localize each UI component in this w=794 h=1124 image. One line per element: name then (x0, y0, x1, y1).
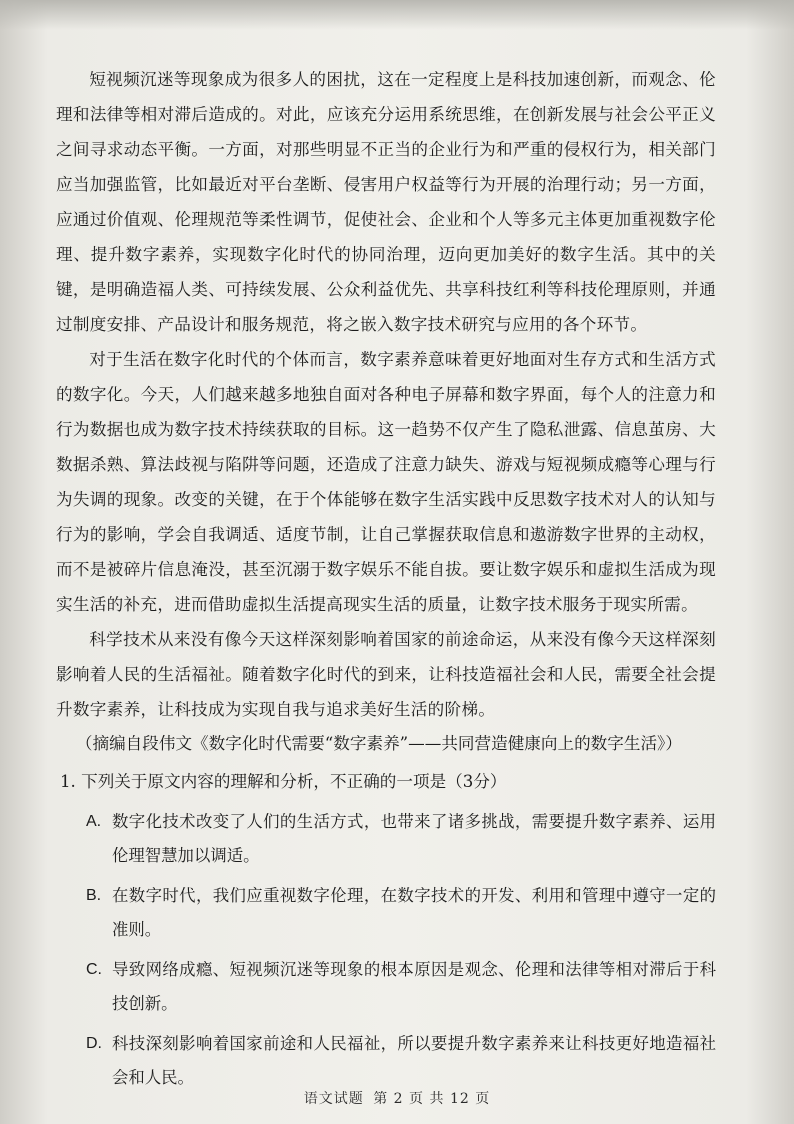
footer-page-number: 第 2 页 共 12 页 (373, 1091, 491, 1107)
page-footer (0, 1088, 794, 1108)
option-d (56, 1027, 716, 1095)
option-letter: A. (86, 813, 102, 830)
page-content (56, 62, 716, 1095)
option-c (56, 953, 716, 1021)
paragraph-2: 对于生活在数字化时代的个体而言，数字素养意味着更好地面对生存方式和生活方式的数字化。今天，人们越来越多地独自面对各种电子屏幕和数字界面，每个人的注意力和行为数据也成为数字技术持续获取的目标。这一趋势不仅产生了隐私泄露、信息茧房、大数据杀熟、算法歧视与陷阱等问题，还造成了注意力缺失、游戏与短视频成瘾等心理与行为失调的现象。改变的关键，在于个体能够在数字生活实践中反思数字技术对人的认知与行为的影响，学会自我调适、适度节制，让自己掌握获取信息和遨游数字世界的主动权，而不是被碎片信息淹没，甚至沉溺于数字娱乐不能自拔。要让数字娱乐和虚拟生活成为现实生活的补充，进而借助虚拟生活提高现实生活的质量，让数字技术服务于现实所需。 (56, 350, 716, 614)
option-text: 数字化技术改变了人们的生活方式，也带来了诸多挑战，需要提升数字素养、运用伦理智慧加以调适。 (112, 813, 716, 865)
option-letter: B. (86, 887, 102, 904)
option-text: 导致网络成瘾、短视频沉迷等现象的根本原因是观念、伦理和法律等相对滞后于科技创新。 (112, 961, 716, 1013)
paragraph-3: 科学技术从来没有像今天这样深刻影响着国家的前途命运，从来没有像今天这样深刻影响着人民的生活福祉。随着数字化时代的到来，让科技造福社会和人民，需要全社会提升数字素养，让科技成为实现自我与追求美好生活的阶梯。 (56, 630, 716, 719)
option-a (56, 805, 716, 873)
option-text: 科技深刻影响着国家前途和人民福祉，所以要提升数字素养来让科技更好地造福社会和人民。 (112, 1035, 716, 1087)
source-citation: （摘编自段伟文《数字化时代需要“数字素养”——共同营造健康向上的数字生活》） (75, 734, 682, 753)
scan-shadow (0, 0, 794, 30)
option-b (56, 879, 716, 947)
footer-subject: 语文试题 (303, 1091, 364, 1107)
option-letter: C. (86, 961, 102, 978)
option-text: 在数字时代，我们应重视数字伦理，在数字技术的开发、利用和管理中遵守一定的准则。 (112, 887, 716, 939)
paragraph-1: 短视频沉迷等现象成为很多人的困扰，这在一定程度上是科技加速创新，而观念、伦理和法律等相对滞后造成的。对此，应该充分运用系统思维，在创新发展与社会公平正义之间寻求动态平衡。一方面，对那些明显不正当的企业行为和严重的侵权行为，相关部门应当加强监管，比如最近对平台垄断、侵害用户权益等行为开展的治理行动；另一方面，应通过价值观、伦理规范等柔性调节，促使社会、企业和个人等多元主体更加重视数字伦理、提升数字素养，实现数字化时代的协同治理，迈向更加美好的数字生活。其中的关键，是明确造福人类、可持续发展、公众利益优先、共享科技红利等科技伦理原则，并通过制度安排、产品设计和服务规范，将之嵌入数字技术研究与应用的各个环节。 (56, 70, 716, 334)
option-letter: D. (86, 1035, 102, 1052)
question-stem: 1. 下列关于原文内容的理解和分析，不正确的一项是（3分） (60, 772, 507, 791)
